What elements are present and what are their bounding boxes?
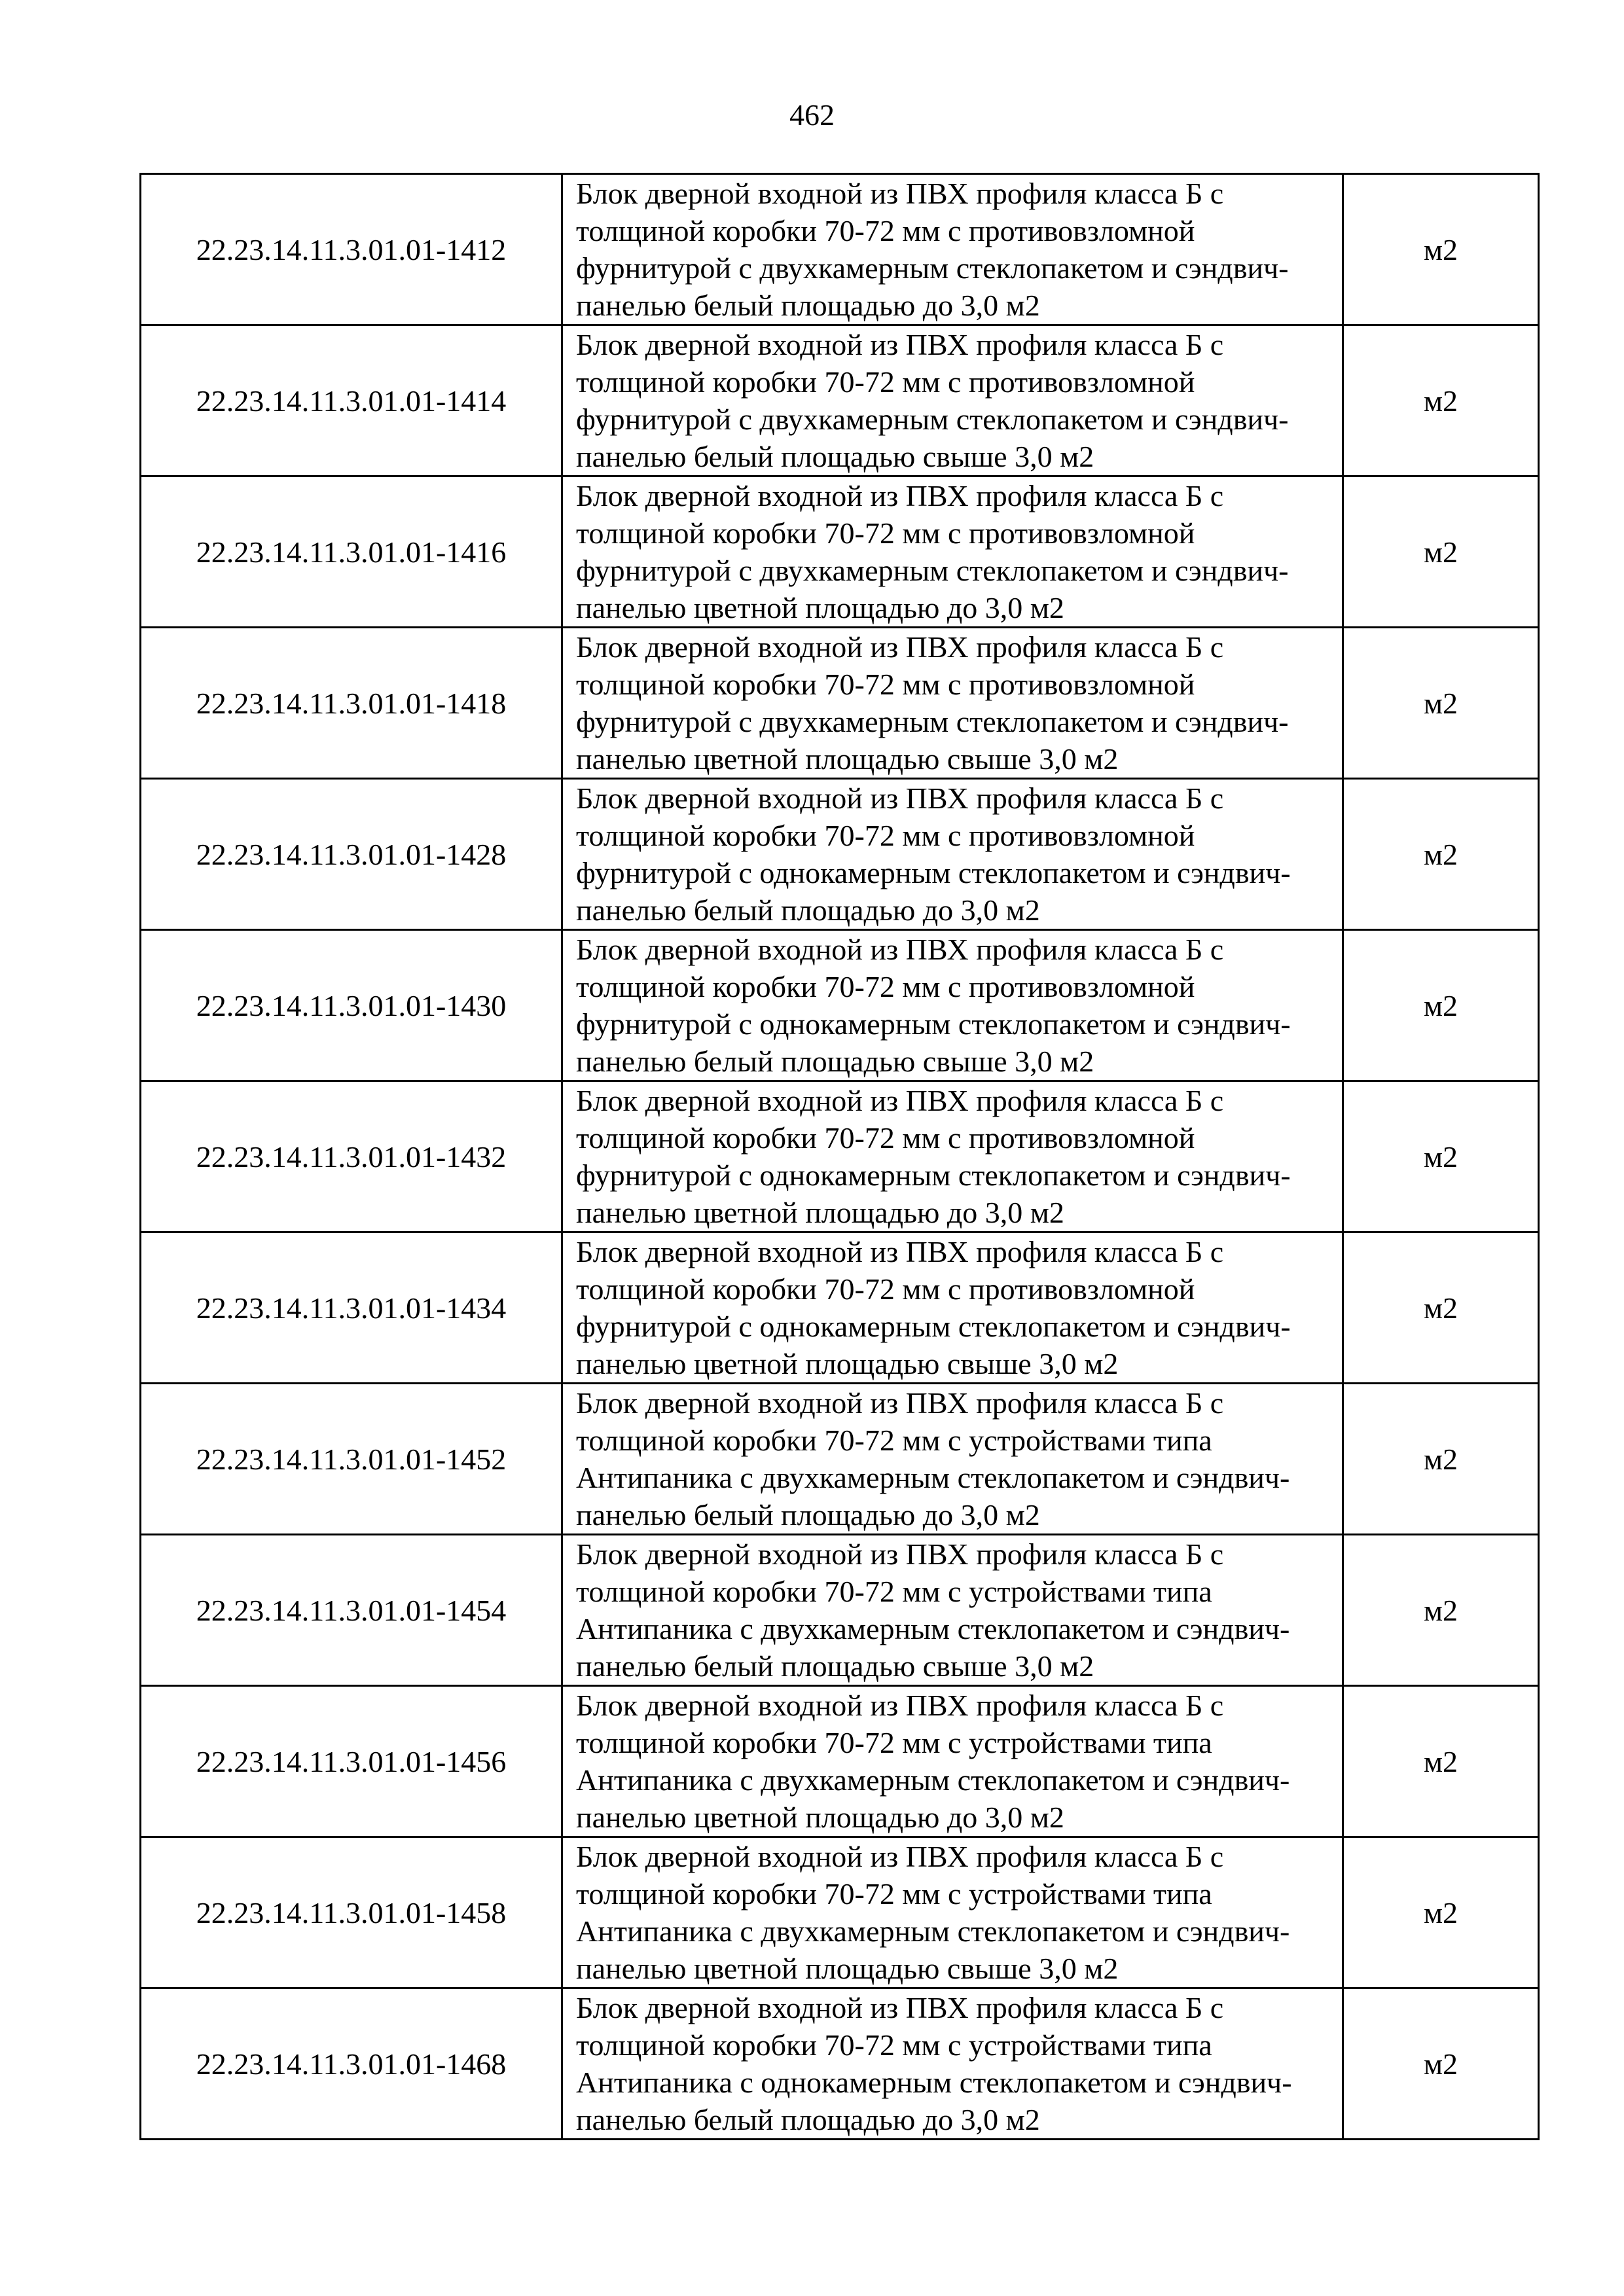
row-unit: м2 (1343, 1686, 1539, 1837)
row-description: Блок дверной входной из ПВХ профиля класса Б с толщиной коробки 70-72 мм с противовзломной фурнитурой с однокамерным стеклопакетом и сэндвич-панелью белый площадью до 3,0 м2 (562, 779, 1343, 930)
table-row (141, 628, 1539, 779)
row-description: Блок дверной входной из ПВХ профиля класса Б с толщиной коробки 70-72 мм с противовзломной фурнитурой с однокамерным стеклопакетом и сэндвич-панелью цветной площадью свыше 3,0 м2 (562, 1232, 1343, 1384)
table-row (141, 930, 1539, 1081)
row-unit: м2 (1343, 174, 1539, 325)
row-description: Блок дверной входной из ПВХ профиля класса Б с толщиной коробки 70-72 мм с устройствами типа Антипаника с однокамерным стеклопакетом и сэндвич-панелью белый площадью до 3,0 м2 (562, 1988, 1343, 2140)
row-code: 22.23.14.11.3.01.01-1468 (141, 1988, 562, 2140)
table-row (141, 325, 1539, 476)
table-row (141, 1232, 1539, 1384)
row-description: Блок дверной входной из ПВХ профиля класса Б с толщиной коробки 70-72 мм с противовзломной фурнитурой с однокамерным стеклопакетом и сэндвич-панелью цветной площадью до 3,0 м2 (562, 1081, 1343, 1232)
row-code: 22.23.14.11.3.01.01-1412 (141, 174, 562, 325)
table-row (141, 476, 1539, 628)
row-unit: м2 (1343, 1988, 1539, 2140)
row-code: 22.23.14.11.3.01.01-1454 (141, 1535, 562, 1686)
page-number: 462 (789, 98, 835, 132)
materials-table (139, 173, 1540, 2140)
row-description: Блок дверной входной из ПВХ профиля класса Б с толщиной коробки 70-72 мм с устройствами типа Антипаника с двухкамерным стеклопакетом и сэндвич-панелью цветной площадью свыше 3,0 м2 (562, 1837, 1343, 1988)
table-row (141, 1081, 1539, 1232)
row-description: Блок дверной входной из ПВХ профиля класса Б с толщиной коробки 70-72 мм с устройствами типа Антипаника с двухкамерным стеклопакетом и сэндвич-панелью белый площадью свыше 3,0 м2 (562, 1535, 1343, 1686)
row-unit: м2 (1343, 325, 1539, 476)
row-code: 22.23.14.11.3.01.01-1418 (141, 628, 562, 779)
row-unit: м2 (1343, 1232, 1539, 1384)
row-code: 22.23.14.11.3.01.01-1430 (141, 930, 562, 1081)
row-code: 22.23.14.11.3.01.01-1416 (141, 476, 562, 628)
row-description: Блок дверной входной из ПВХ профиля класса Б с толщиной коробки 70-72 мм с противовзломной фурнитурой с двухкамерным стеклопакетом и сэндвич-панелью цветной площадью свыше 3,0 м2 (562, 628, 1343, 779)
table-row (141, 1535, 1539, 1686)
row-unit: м2 (1343, 628, 1539, 779)
row-description: Блок дверной входной из ПВХ профиля класса Б с толщиной коробки 70-72 мм с противовзломной фурнитурой с двухкамерным стеклопакетом и сэндвич-панелью белый площадью свыше 3,0 м2 (562, 325, 1343, 476)
row-description: Блок дверной входной из ПВХ профиля класса Б с толщиной коробки 70-72 мм с противовзломной фурнитурой с однокамерным стеклопакетом и сэндвич-панелью белый площадью свыше 3,0 м2 (562, 930, 1343, 1081)
table-row (141, 1686, 1539, 1837)
row-code: 22.23.14.11.3.01.01-1452 (141, 1384, 562, 1535)
table-row (141, 779, 1539, 930)
row-unit: м2 (1343, 1535, 1539, 1686)
row-description: Блок дверной входной из ПВХ профиля класса Б с толщиной коробки 70-72 мм с противовзломной фурнитурой с двухкамерным стеклопакетом и сэндвич-панелью белый площадью до 3,0 м2 (562, 174, 1343, 325)
row-description: Блок дверной входной из ПВХ профиля класса Б с толщиной коробки 70-72 мм с устройствами типа Антипаника с двухкамерным стеклопакетом и сэндвич-панелью белый площадью до 3,0 м2 (562, 1384, 1343, 1535)
row-code: 22.23.14.11.3.01.01-1432 (141, 1081, 562, 1232)
row-unit: м2 (1343, 779, 1539, 930)
row-code: 22.23.14.11.3.01.01-1428 (141, 779, 562, 930)
table-row (141, 1837, 1539, 1988)
row-code: 22.23.14.11.3.01.01-1434 (141, 1232, 562, 1384)
table-row (141, 1384, 1539, 1535)
row-description: Блок дверной входной из ПВХ профиля класса Б с толщиной коробки 70-72 мм с противовзломной фурнитурой с двухкамерным стеклопакетом и сэндвич-панелью цветной площадью до 3,0 м2 (562, 476, 1343, 628)
row-code: 22.23.14.11.3.01.01-1458 (141, 1837, 562, 1988)
row-unit: м2 (1343, 930, 1539, 1081)
row-unit: м2 (1343, 1837, 1539, 1988)
row-unit: м2 (1343, 1384, 1539, 1535)
row-unit: м2 (1343, 476, 1539, 628)
row-code: 22.23.14.11.3.01.01-1456 (141, 1686, 562, 1837)
table-row (141, 174, 1539, 325)
row-code: 22.23.14.11.3.01.01-1414 (141, 325, 562, 476)
row-description: Блок дверной входной из ПВХ профиля класса Б с толщиной коробки 70-72 мм с устройствами типа Антипаника с двухкамерным стеклопакетом и сэндвич-панелью цветной площадью до 3,0 м2 (562, 1686, 1343, 1837)
row-unit: м2 (1343, 1081, 1539, 1232)
table-row (141, 1988, 1539, 2140)
